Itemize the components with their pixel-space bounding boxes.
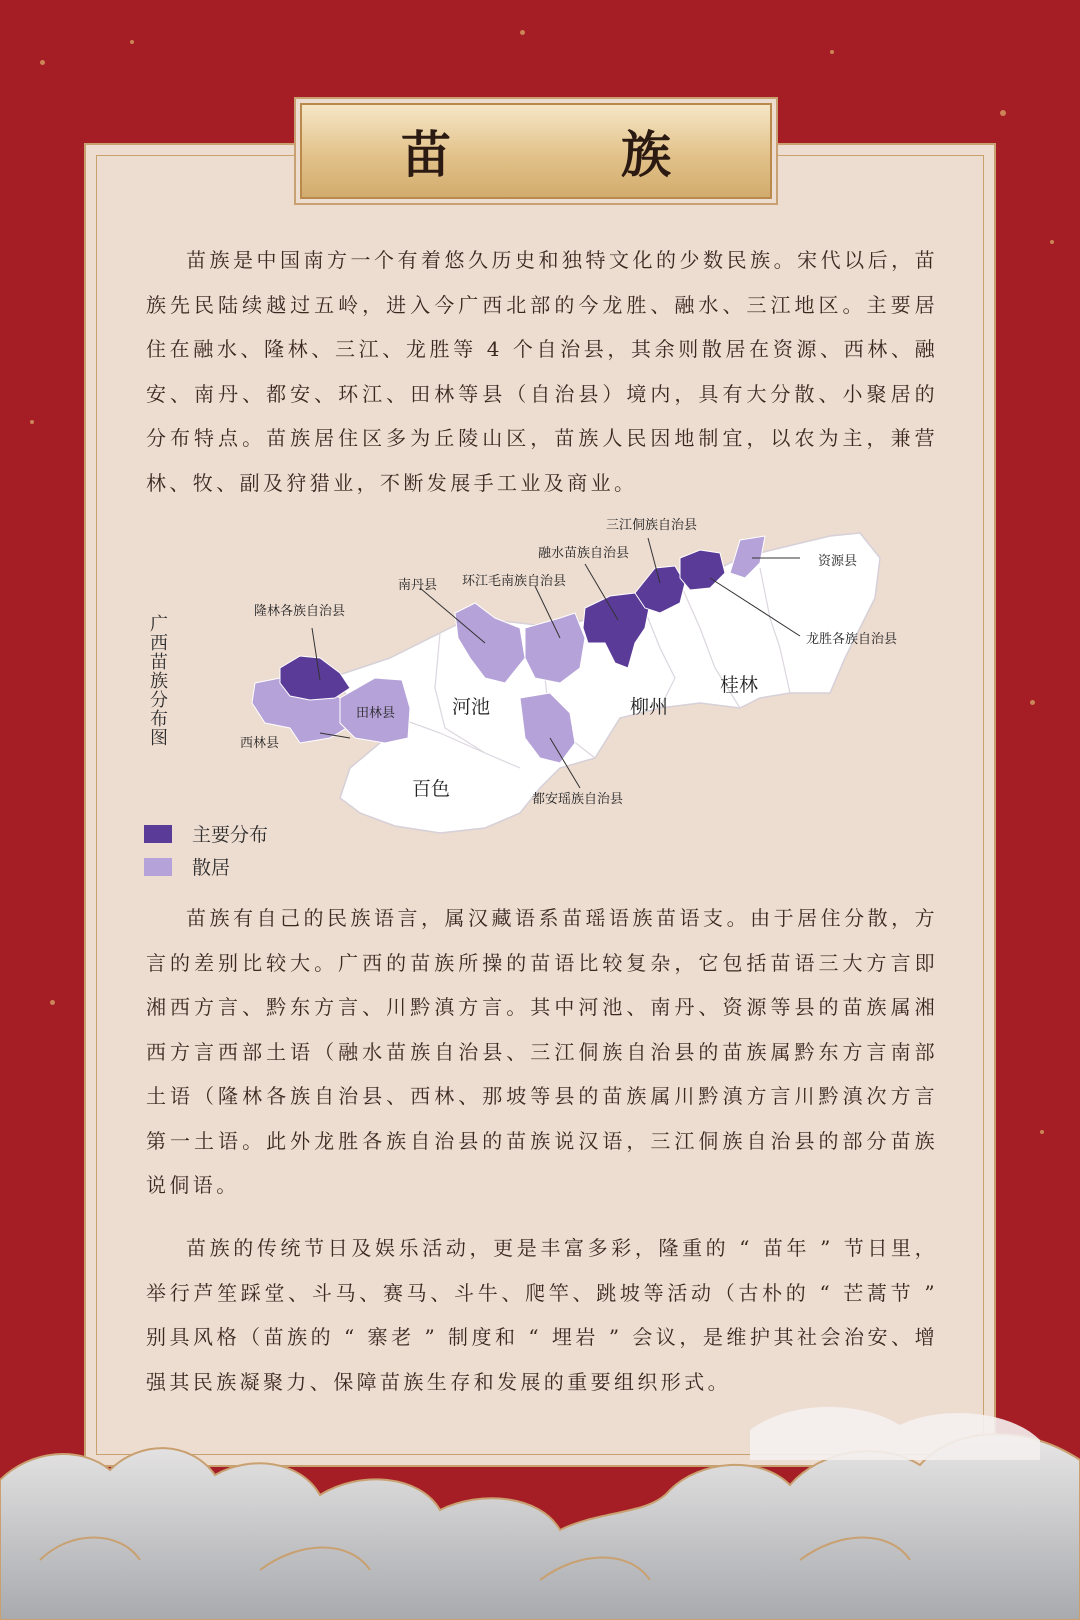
legend-item-scattered	[144, 853, 268, 880]
intro-paragraph: 苗族是中国南方一个有着悠久历史和独特文化的少数民族。宋代以后，苗族先民陆续越过五岭，进入今广西北部的今龙胜、融水、三江地区。主要居住在融水、隆林、三江、龙胜等 4 个自治县，其余则散居在资源、西林、融安、南丹、都安、环江、田林等县（自治县）境内，具有大分散、小聚居的分布特点。苗族居住区多为丘陵山区，苗族人民因地制宜，以农为主，兼营林、牧、副及狩猎业，不断发展手工业及商业。	[146, 248, 938, 495]
label-longlin: 隆林各族自治县	[254, 604, 346, 619]
background-speck	[1030, 700, 1035, 705]
background-speck	[1040, 1130, 1044, 1134]
legend-swatch-scattered	[144, 858, 172, 876]
festival-paragraph: 苗族的传统节日及娱乐活动，更是丰富多彩，隆重的 “ 苗年 ” 节日里，举行芦笙踩堂、斗马、赛马、斗牛、爬竿、跳坡等活动（古朴的 “ 芒蒿节 ” 别具风格（苗族的 “ 寨老 ” 制度和 “ 埋岩 ” 会议，是维护其社会治安、增强其民族凝聚力、保障苗族生存和发展的重要组织形式。	[146, 1236, 938, 1394]
page-title: 苗 族	[401, 125, 731, 184]
label-tianlin: 田林县	[356, 706, 396, 721]
distribution-map	[140, 518, 940, 879]
label-nandan: 南丹县	[398, 578, 438, 593]
background-speck	[830, 50, 834, 54]
map-caption: 广西苗族分布图	[147, 614, 168, 747]
label-city-hechi: 河池	[452, 696, 491, 718]
background-speck	[1050, 240, 1054, 244]
legend-swatch-major	[144, 825, 172, 843]
title-plaque	[300, 103, 772, 199]
label-huanjiang: 环江毛南族自治县	[462, 574, 567, 589]
label-xilin: 西林县	[240, 736, 280, 751]
label-city-guilin: 桂林	[720, 674, 759, 696]
panel-corner	[84, 143, 126, 185]
label-longsheng: 龙胜各族自治县	[806, 632, 898, 647]
legend-label-major: 主要分布	[192, 824, 269, 846]
label-rongshui: 融水苗族自治县	[538, 546, 630, 561]
background-speck	[40, 60, 45, 65]
background-speck	[520, 30, 525, 35]
background-speck	[50, 1000, 55, 1005]
decorative-clouds	[0, 1400, 1080, 1620]
label-duan: 都安瑶族自治县	[532, 792, 624, 807]
label-city-baise: 百色	[412, 778, 451, 800]
background-speck	[30, 420, 34, 424]
label-sanjiang: 三江侗族自治县	[606, 518, 698, 533]
map-legend	[144, 820, 268, 886]
language-paragraph: 苗族有自己的民族语言，属汉藏语系苗瑶语族苗语支。由于居住分散，方言的差别比较大。广西的苗族所操的苗语比较复杂，它包括苗语三大方言即湘西方言、黔东方言、川黔滇方言。其中河池、南丹、资源等县的苗族属湘西方言西部土语（融水苗族自治县、三江侗族自治县的苗族属黔东方言南部土语（隆林各族自治县、西林、那坡等县的苗族属川黔滇方言川黔滇次方言第一土语。此外龙胜各族自治县的苗族说汉语，三江侗族自治县的部分苗族说侗语。	[146, 906, 938, 1197]
background-speck	[130, 40, 134, 44]
map-region-longlin	[280, 656, 350, 700]
label-ziyuan: 资源县	[818, 554, 858, 569]
legend-item-major	[144, 820, 268, 847]
panel-corner	[954, 143, 996, 185]
label-city-liuzhou: 柳州	[630, 696, 669, 718]
background-speck	[1000, 110, 1006, 116]
legend-label-scattered: 散居	[192, 857, 231, 879]
